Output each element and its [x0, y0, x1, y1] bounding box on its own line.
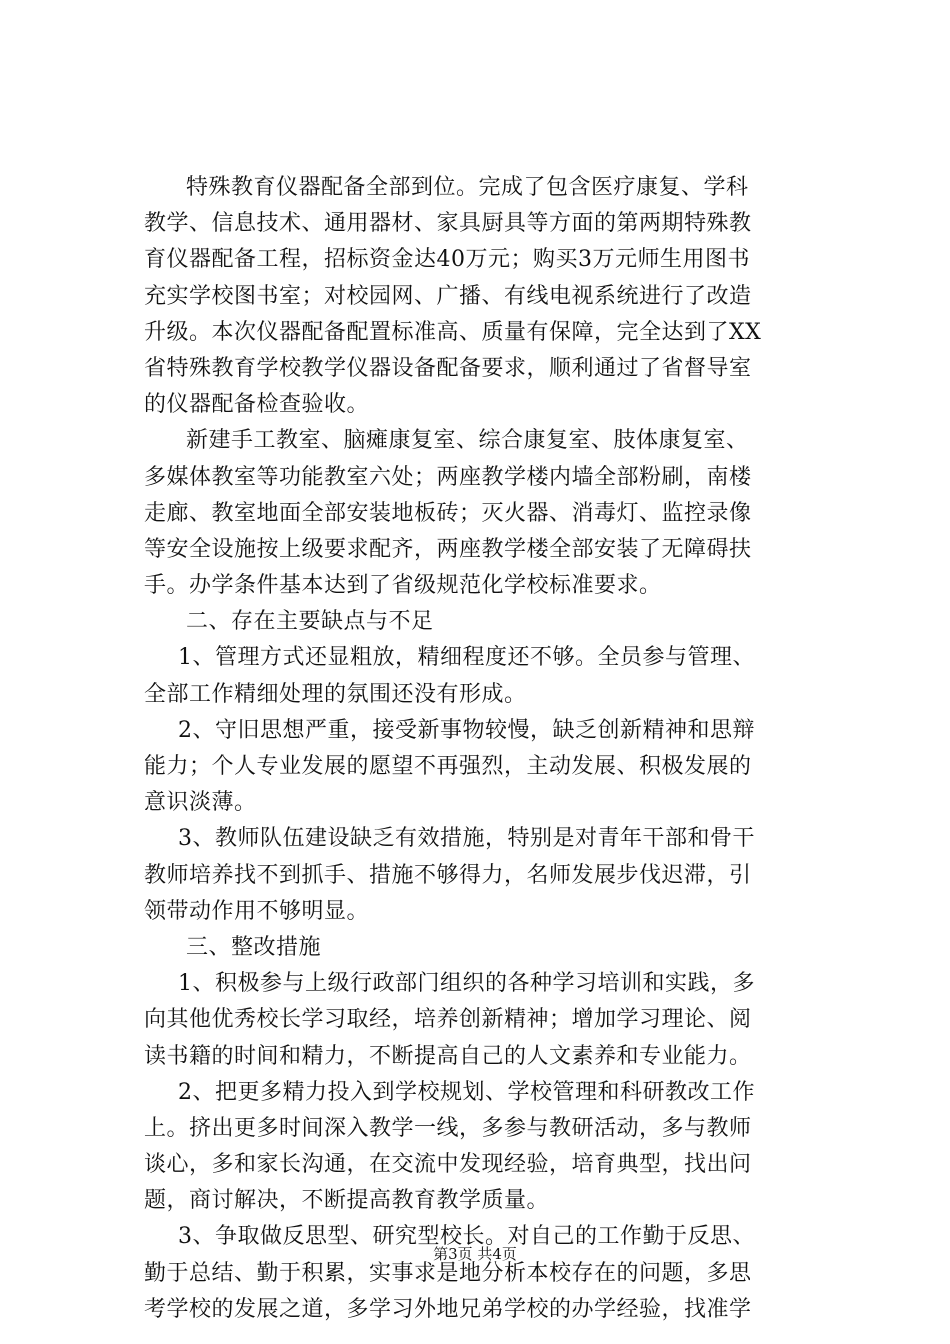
paragraph-line: 多媒体教室等功能教室六处；两座教学楼内墙全部粉刷，南楼	[144, 464, 752, 490]
paragraph-line: 向其他优秀校长学习取经，培养创新精神；增加学习理论、阅	[144, 1007, 752, 1033]
paragraph-line: 省特殊教育学校教学仪器设备配备要求，顺利通过了省督导室	[144, 355, 752, 381]
paragraph-line: 考学校的发展之道，多学习外地兄弟学校的办学经验，找准学	[144, 1296, 752, 1322]
paragraph-line: 意识淡薄。	[144, 790, 257, 816]
section-heading: 二、存在主要缺点与不足	[186, 609, 434, 635]
paragraph-line: 3、教师队伍建设缺乏有效措施，特别是对青年干部和骨干	[178, 826, 755, 852]
page-footer	[0, 1243, 950, 1264]
paragraph-line: 特殊教育仪器配备全部到位。完成了包含医疗康复、学科	[186, 175, 749, 200]
paragraph-line: 谈心，多和家长沟通，在交流中发现经验，培育典型，找出问	[144, 1152, 752, 1178]
paragraph-line: 能力；个人专业发展的愿望不再强烈，主动发展、积极发展的	[144, 754, 752, 779]
paragraph-line: 全部工作精细处理的氛围还没有形成。	[144, 681, 527, 707]
paragraph-line: 手。办学条件基本达到了省级规范化学校标准要求。	[144, 573, 662, 599]
paragraph-line: 1、积极参与上级行政部门组织的各种学习培训和实践，多	[178, 971, 755, 997]
paragraph-line: 2、守旧思想严重，接受新事物较慢，缺乏创新精神和思辩	[178, 717, 755, 743]
paragraph-line: 充实学校图书室；对校园网、广播、有线电视系统进行了改造	[144, 283, 752, 309]
paragraph-line: 3、争取做反思型、研究型校长。对自己的工作勤于反思、	[178, 1224, 755, 1250]
paragraph-line: 的仪器配备检查验收。	[144, 392, 370, 418]
paragraph-line: 读书籍的时间和精力，不断提高自己的人文素养和专业能力。	[144, 1043, 752, 1069]
paragraph-line: 勤于总结、勤于积累，实事求是地分析本校存在的问题，多思	[144, 1260, 752, 1286]
paragraph-line: 上。挤出更多时间深入教学一线，多参与教研活动，多与教师	[144, 1115, 752, 1141]
paragraph-line: 1、管理方式还显粗放，精细程度还不够。全员参与管理、	[178, 645, 755, 671]
paragraph-line: 2、把更多精力投入到学校规划、学校管理和科研教改工作	[178, 1079, 755, 1105]
paragraph-line: 等安全设施按上级要求配齐，两座教学楼全部安装了无障碍扶	[144, 536, 752, 562]
section-heading: 三、整改措施	[186, 934, 322, 960]
paragraph-line: 题，商讨解决，不断提高教育教学质量。	[144, 1188, 550, 1214]
paragraph-line: 走廊、教室地面全部安装地板砖；灭火器、消毒灯、监控录像	[144, 500, 752, 526]
paragraph-line: 育仪器配备工程，招标资金达40万元；购买3万元师生用图书	[144, 247, 750, 273]
paragraph-line: 升级。本次仪器配备配置标准高、质量有保障，完全达到了XX	[144, 319, 762, 345]
paragraph-line: 教学、信息技术、通用器材、家具厨具等方面的第两期特殊教	[144, 211, 752, 237]
paragraph-line: 领带动作用不够明显。	[144, 898, 370, 924]
page-indicator: 第3页 共4页	[433, 1245, 517, 1263]
document-body	[144, 170, 834, 1328]
paragraph-line: 新建手工教室、脑瘫康复室、综合康复室、肢体康复室、	[186, 428, 749, 454]
paragraph-line: 教师培养找不到抓手、措施不够得力，名师发展步伐迟滞，引	[144, 862, 752, 888]
